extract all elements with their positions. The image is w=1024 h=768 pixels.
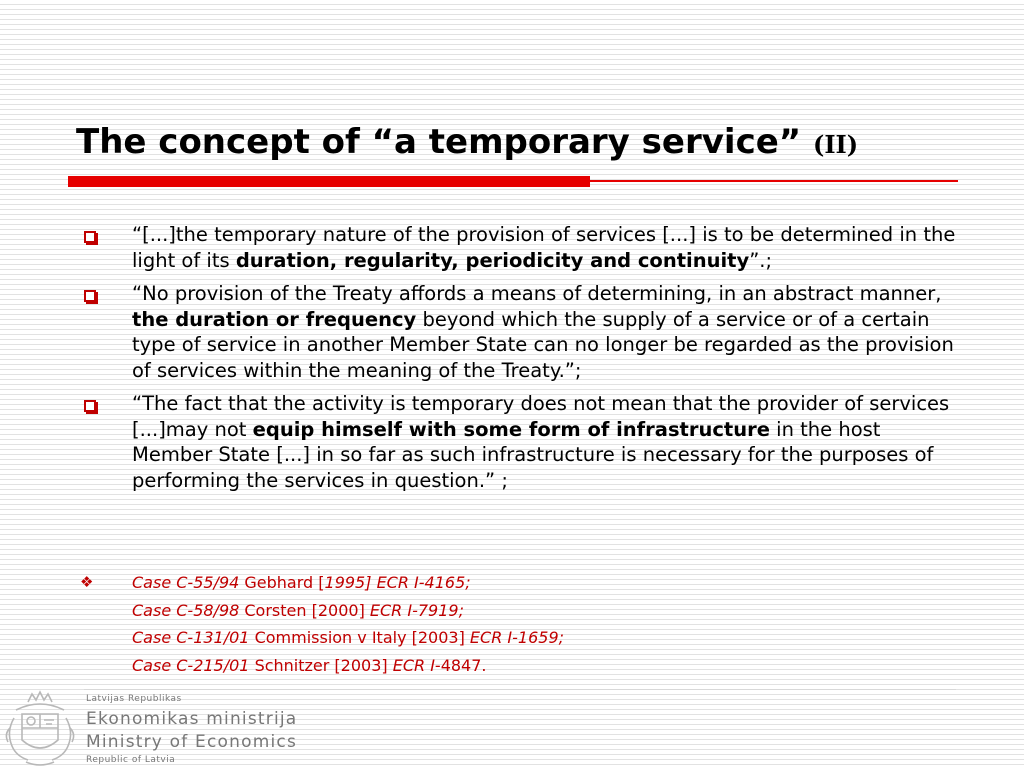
coat-of-arms-logo (0, 684, 80, 768)
case-item: Case C-58/98 Corsten [2000] ECR I-7919; (132, 600, 464, 620)
case-item: ❖ Case C-55/94 Gebhard [1995] ECR I-4165; (80, 569, 960, 597)
diamond-bullet-icon: ❖ (80, 573, 94, 591)
footer-ministry-lv: Ekonomikas ministrija (86, 709, 298, 729)
title-underline-thick (68, 176, 590, 187)
square-bullet-icon (84, 231, 96, 243)
title-underline-thin (590, 180, 958, 182)
footer-divider (84, 689, 956, 690)
case-item: Case C-215/01 Schnitzer [2003] ECR I-4847. (132, 655, 487, 675)
square-bullet-icon (84, 290, 96, 302)
case-item: Case C-131/01 Commission v Italy [2003] ECR I-1659; (132, 628, 565, 647)
bullet-item: “[...]the temporary nature of the provision of services [...] is to be determined in the light of its duration, regularity, periodicity and continuity”.; (84, 222, 964, 273)
bullet-list (84, 222, 964, 501)
title-sub: (II) (812, 130, 859, 159)
square-bullet-icon (84, 400, 96, 412)
slide-title (76, 122, 858, 162)
footer-ministry-en: Ministry of Economics (86, 732, 298, 752)
footer-republic-of-latvia: Republic of Latvia (86, 755, 176, 765)
footer-latvian-republic: Latvijas Republikas (86, 694, 182, 704)
bullet-item: “The fact that the activity is temporary does not mean that the provider of services [...]may not equip himself with some form of infrastructure in the host Member State [...] in so far as such infrastructure is necessary for the purposes of performing the services in question.” ; (84, 391, 964, 493)
title-main: The concept of “a temporary service” (76, 122, 802, 162)
bullet-item: “No provision of the Treaty affords a means of determining, in an abstract manner, the duration or frequency beyond which the supply of a service or of a certain type of service in another Member State can no longer be regarded as the provision of services within the meaning of the Treaty.”; (84, 281, 964, 383)
case-references (80, 569, 960, 679)
